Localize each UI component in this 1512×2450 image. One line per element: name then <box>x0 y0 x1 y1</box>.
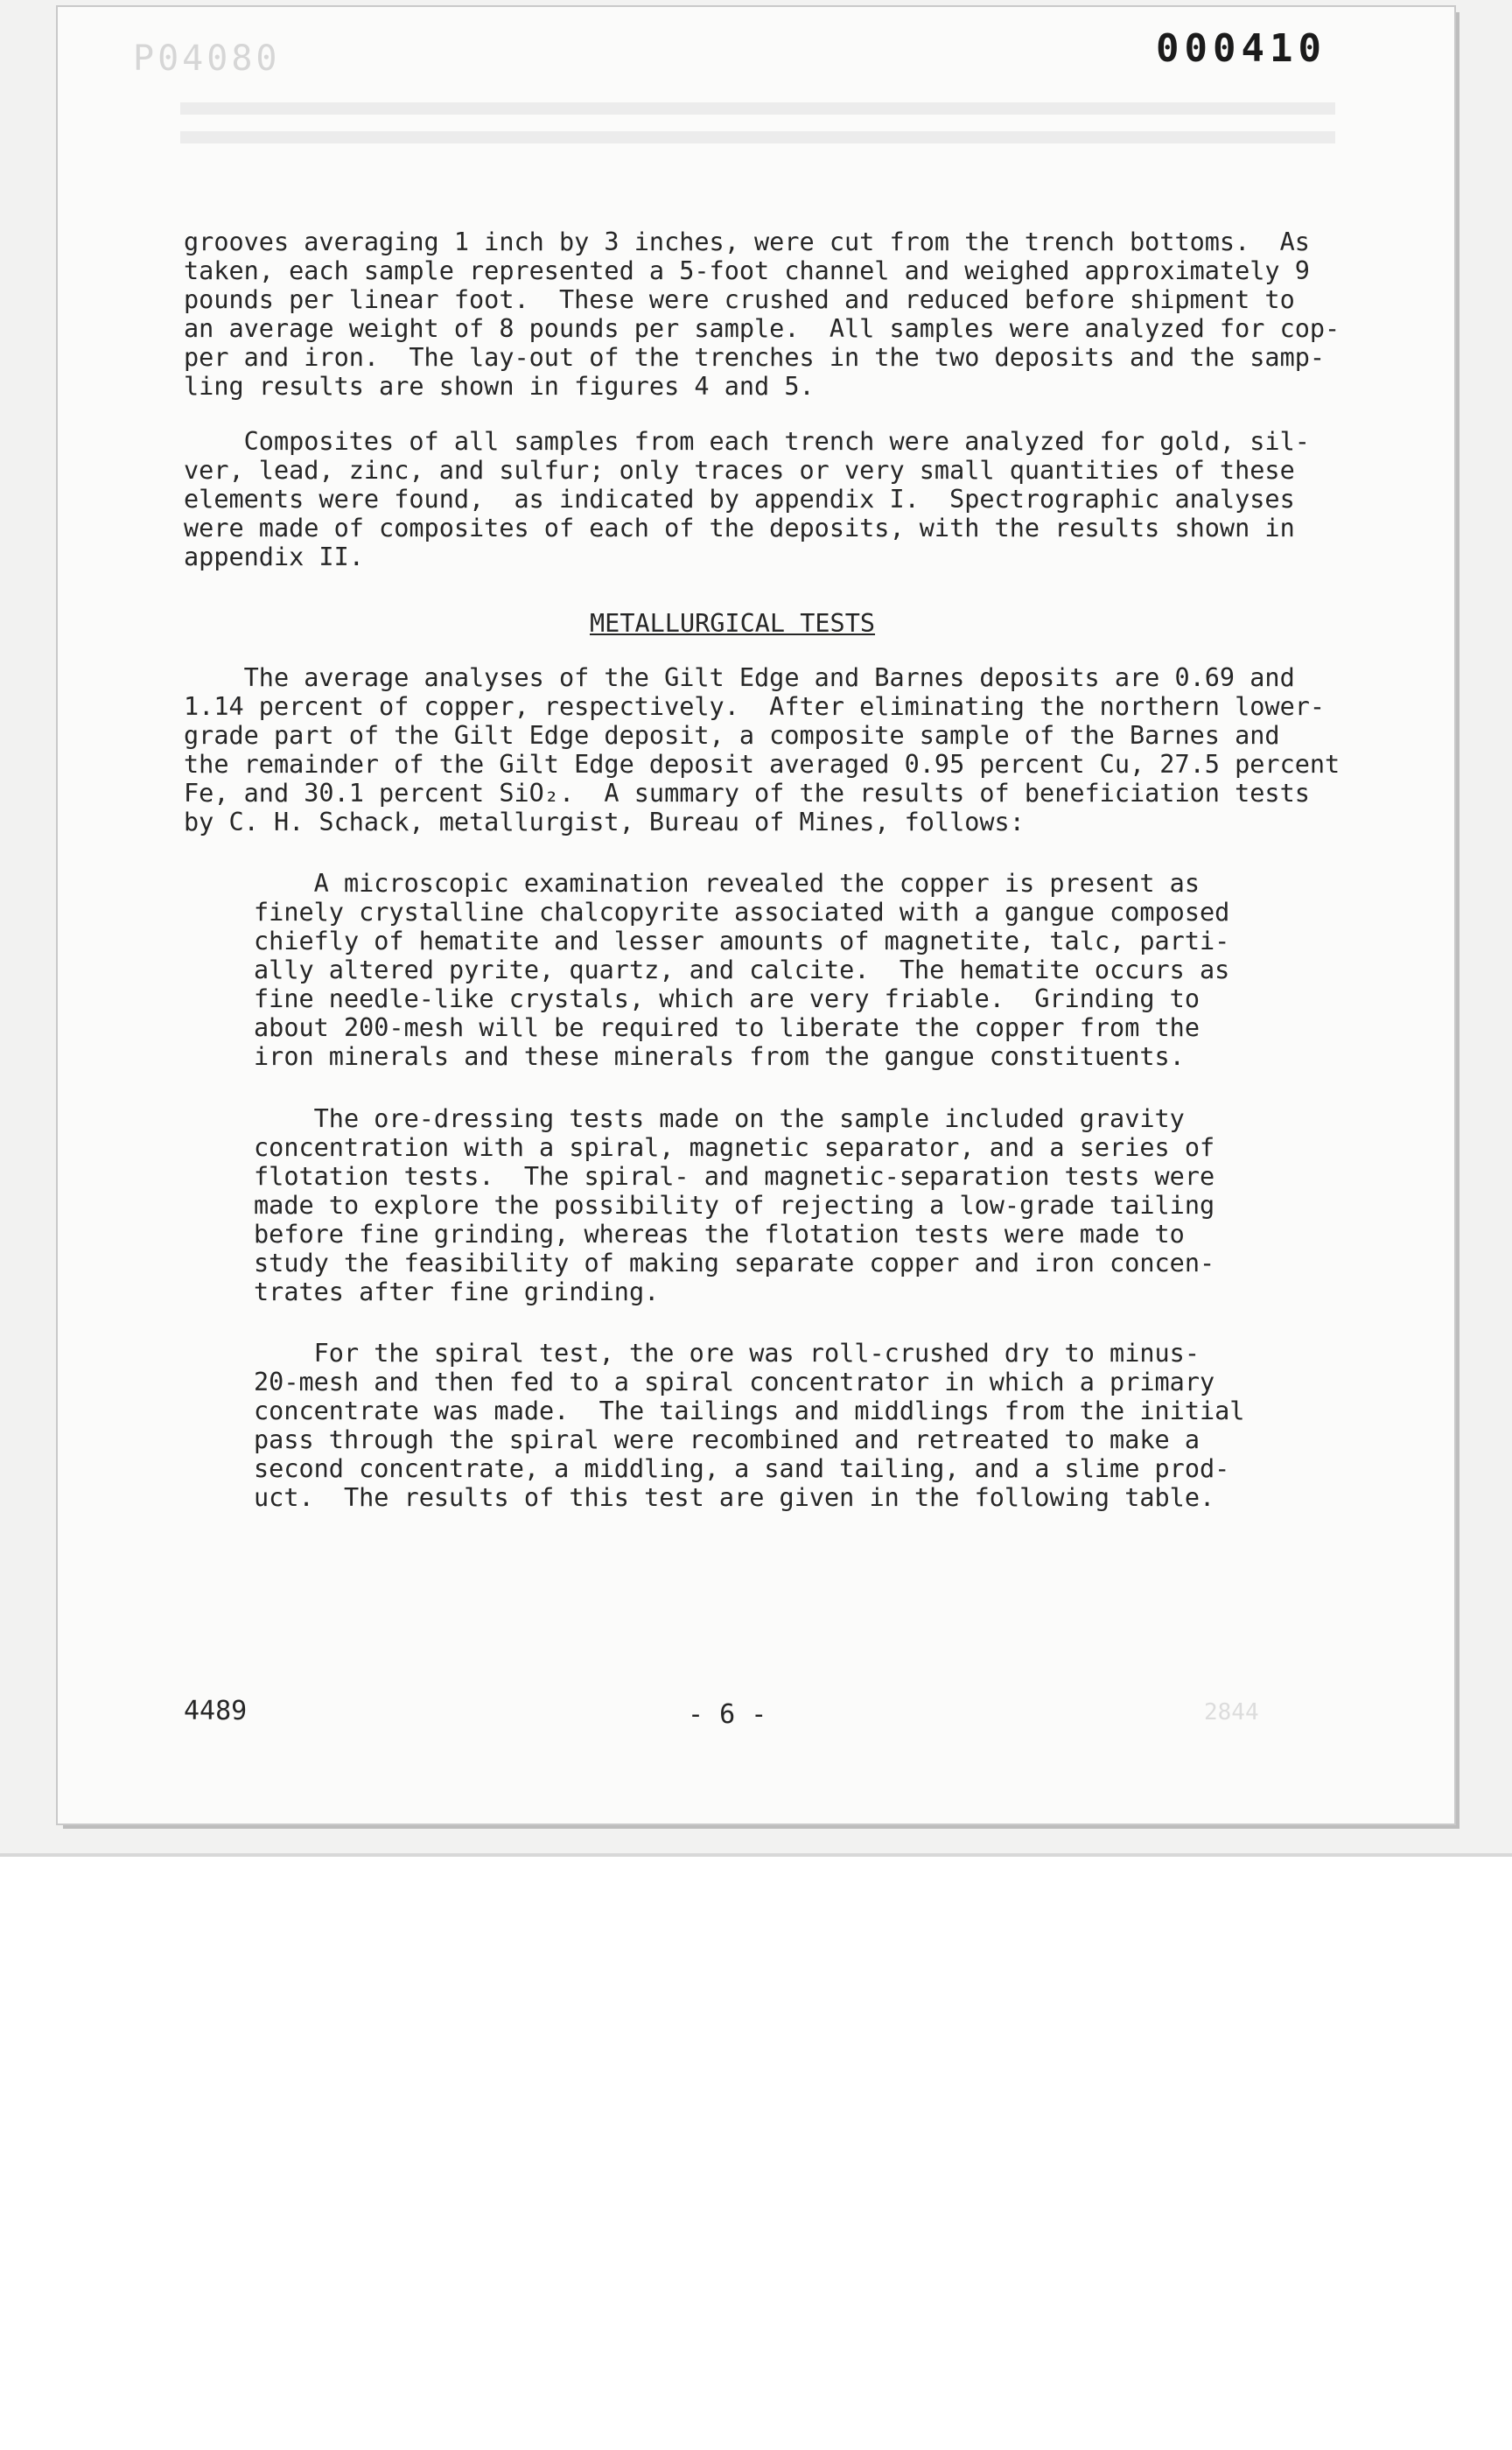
quote-microscopic-examination: A microscopic examination revealed the copper is present as finely crystalline chalcopyrite associated with a gangue composed chiefly of hematite and lesser amounts of magnetite, talc, parti- ally altered pyrite, quartz, and calcite. The hematite occurs as fine needle-like crystals, which are very friable. Grinding to about 200-mesh will be required to liberate the copper from the iron minerals and these minerals from the gangue constituents. <box>254 869 1230 1071</box>
faint-number: 2844 <box>1204 1699 1259 1726</box>
document-page <box>58 7 1454 1824</box>
paragraph-average-analyses: The average analyses of the Gilt Edge and Barnes deposits are 0.69 and 1.14 percent of copper, respectively. After eliminating the northern lower- grade part of the Gilt Edge deposit, a composite sample of the Barnes and the remainder of the Gilt Edge deposit averaged 0.95 percent Cu, 27.5 percent Fe, and 30.1 percent SiO₂. A summary of the results of beneficiation tests by C. H. Schack, metallurgist, Bureau of Mines, follows: <box>184 663 1340 836</box>
page-number: 000410 <box>1156 26 1326 71</box>
bleed-through-texture <box>180 98 1335 150</box>
quote-spiral-test: For the spiral test, the ore was roll-crushed dry to minus- 20-mesh and then fed to a spiral concentrator in which a primary concentrate was made. The tailings and middlings from the initial pass through the spiral were recombined and retreated to make a second concentrate, a middling, a sand tailing, and a slime prod- uct. The results of this test are given in the following table. <box>254 1339 1245 1512</box>
paragraph-composites: Composites of all samples from each trench were analyzed for gold, sil- ver, lead, zinc, and sulfur; only traces or very small quantities of these elements were found, as indicated by appendix I. Spectrographic analyses were made of composites of each of the deposits, with the results shown in appendix II. <box>184 427 1310 571</box>
section-heading: METALLURGICAL TESTS <box>590 609 876 638</box>
paragraph-sampling: grooves averaging 1 inch by 3 inches, were cut from the trench bottoms. As taken, each sample represented a 5-foot channel and weighed approximately 9 pounds per linear foot. These were crushed and reduced before shipment to an average weight of 8 pounds per sample. All samples were analyzed for cop- per and iron. The lay-out of the trenches in the two deposits and the samp- ling results are shown in figures 4 and 5. <box>184 228 1340 401</box>
faint-stamp: P04080 <box>133 38 281 79</box>
document-number: 4489 <box>184 1696 248 1726</box>
page-marker: - 6 - <box>688 1699 767 1730</box>
quote-ore-dressing-tests: The ore-dressing tests made on the sample included gravity concentration with a spiral, magnetic separator, and a series of flotation tests. The spiral- and magnetic-separation tests were made to explore the possibility of rejecting a low-grade tailing before fine grinding, whereas the flotation tests were made to study the feasibility of making separate copper and iron concen- trates after fine grinding. <box>254 1104 1215 1306</box>
